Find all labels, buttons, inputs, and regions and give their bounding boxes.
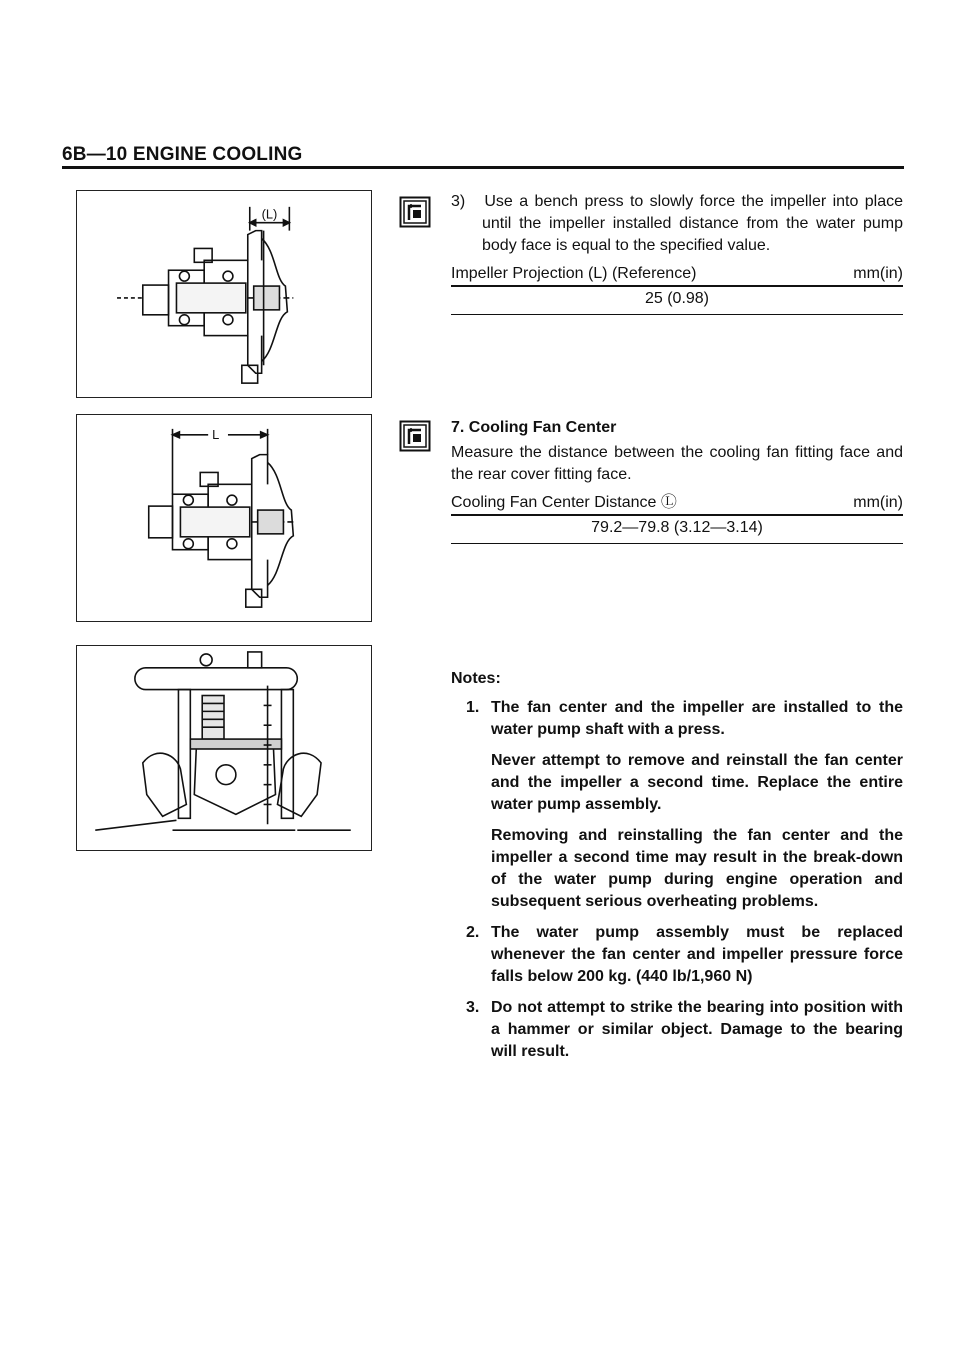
- spec-rule-bottom: [451, 543, 903, 545]
- note-paragraph: Do not attempt to strike the bearing into position with a hammer or similar object. Damage to the bearing will result.: [491, 999, 903, 1060]
- step-3: [451, 191, 903, 257]
- spec-rule-bottom: [451, 314, 903, 316]
- step-text: Use a bench press to slowly force the impeller into place until the impeller installed distance from the water pump body face is equal to the specified value.: [482, 193, 903, 254]
- spec-label: Cooling Fan Center Distance Ⓛ: [451, 494, 677, 511]
- note-number: 3.: [466, 999, 480, 1016]
- page-header: 6B—10 ENGINE COOLING: [62, 144, 303, 165]
- note-paragraph: Never attempt to remove and reinstall the fan center and the impeller a second time. Replace the entire water pump assembly.: [491, 752, 903, 813]
- spec-unit: mm(in): [853, 265, 903, 282]
- note-number: 2.: [466, 924, 480, 941]
- press-illustration: [77, 646, 371, 850]
- fan-center-section: [451, 417, 903, 544]
- spec-value: 25 (0.98): [644, 289, 710, 307]
- spec-unit: mm(in): [853, 494, 903, 511]
- spec-header: [451, 492, 903, 514]
- step-number: 3): [451, 193, 466, 210]
- distance-label: L: [212, 426, 220, 442]
- pump-section-diagram: [77, 191, 371, 397]
- note-paragraph: Removing and reinstalling the fan center and the impeller a second time may result in the break-down of the water pump during engine operation and subsequent serious overheating problems.: [491, 827, 903, 910]
- spec-rule-top: [451, 514, 903, 516]
- notes-heading: Notes:: [451, 670, 501, 687]
- pump-section-diagram-2: [77, 415, 371, 621]
- note-paragraph: The fan center and the impeller are installed to the water pump shaft with a press.: [491, 699, 903, 738]
- spec-rule-top: [451, 285, 903, 287]
- measurement-icon: [399, 420, 431, 452]
- figure-press-fixture: [76, 645, 372, 851]
- section-title: 7. Cooling Fan Center: [451, 419, 617, 436]
- section-text: Measure the distance between the cooling fan fitting face and the rear cover fitting face.: [451, 444, 903, 483]
- spec-header: [451, 263, 903, 285]
- impeller-section: [451, 191, 903, 315]
- note-paragraph: The water pump assembly must be replaced whenever the fan center and impeller pressure force falls below 200 kg. (440 lb/1,960 N): [491, 924, 903, 985]
- figure-impeller-projection: [76, 190, 372, 398]
- spec-label: Impeller Projection (L) (Reference): [451, 265, 697, 282]
- note-number: 1.: [466, 699, 480, 716]
- projection-label: (L): [261, 206, 278, 222]
- figure-fan-center-distance: [76, 414, 372, 622]
- note-item: [451, 997, 903, 1063]
- measurement-icon: [399, 196, 431, 228]
- notes-section: [451, 668, 903, 1072]
- spec-value: 79.2—79.8 (3.12—3.14): [591, 518, 763, 536]
- note-item: [451, 922, 903, 988]
- note-item: [451, 697, 903, 913]
- header-rule: [62, 166, 904, 169]
